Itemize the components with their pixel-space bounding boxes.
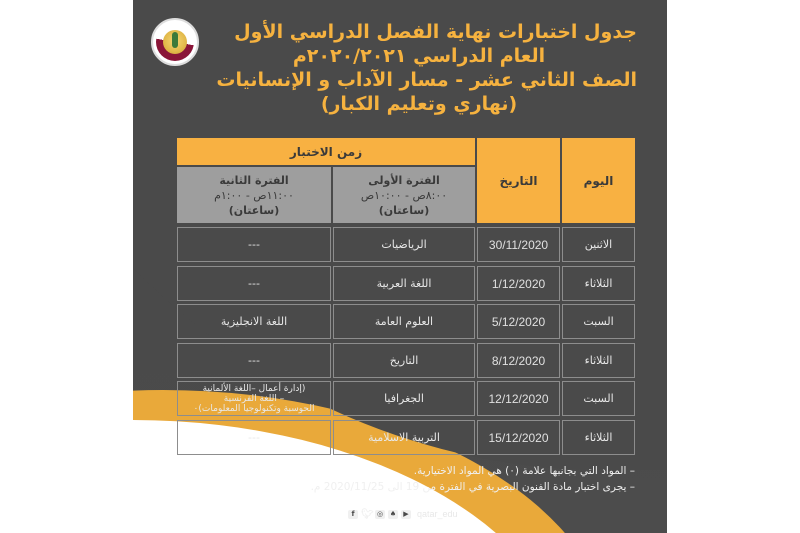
period-2-duration: (ساعتان) [228,203,280,217]
cell-period-1 [333,227,475,262]
title-line-2: العام الدراسي ٢٠٢٠/٢٠٢١م [292,45,546,67]
date-text: 12/12/2020 [488,391,549,406]
date-text: 5/12/2020 [491,314,546,329]
subject-text: اللغة العربية [376,277,432,290]
social-handle[interactable]: qatar_edu [417,509,458,519]
subject-text: الجغرافيا [384,392,424,405]
day-text: السبت [583,315,614,328]
subject-text: الرياضيات [381,238,427,251]
cell-period-1 [333,266,475,301]
period-2-name: الفترة الثانية [219,173,289,187]
subject-text: التاريخ [389,354,419,367]
date-text: 1/12/2020 [491,276,546,291]
cell-date [477,420,560,455]
elective-line: الحوسبة وتكنولوجيا المعلومات)٠ [193,403,315,414]
cell-day [562,343,635,378]
cell-day [562,227,635,262]
header-period-1 [333,167,475,223]
cell-date [477,266,560,301]
period-1-name: الفترة الأولى [368,173,440,187]
header-exam-time [177,138,475,165]
header-day-label: اليوم [583,173,614,188]
cell-period-2 [177,266,331,301]
subject-text: العلوم العامة [374,315,434,328]
cell-day [562,381,635,416]
period-2-time: ١١:٠٠ص - ١:٠٠م [214,188,294,202]
ministry-logo-icon [151,18,199,66]
title-line-4: (نهاري وتعليم الكبار) [320,93,518,115]
day-text: الثلاثاء [584,277,613,290]
header-date-label: التاريخ [499,173,538,188]
subject-text: --- [248,431,260,444]
date-text: 8/12/2020 [491,353,546,368]
youtube-icon[interactable]: ▶ [401,510,411,519]
cell-period-1 [333,343,475,378]
header-day [562,138,635,223]
cell-period-2 [177,304,331,339]
subject-text: --- [248,238,260,251]
page-title [193,20,645,116]
instagram-icon[interactable]: ◎ [376,509,384,518]
twitter-icon[interactable]: 🐦︎ [361,508,374,520]
cell-date [477,381,560,416]
elective-line: – اللغة الفرنسية [223,393,285,404]
cell-period-1 [333,381,475,416]
title-line-3: الصف الثاني عشر - مسار الآداب و الإنسانيات [216,69,637,91]
day-text: الثلاثاء [584,354,613,367]
subject-text: التربية الاسلامية [368,431,440,444]
note-item: – يجرى اختبار مادة الفنون البصرية في الفترة من 19 الى 2020/11/25 م. [215,479,635,495]
cell-date [477,343,560,378]
snapchat-icon[interactable]: ♠ [389,509,397,518]
cell-date [477,304,560,339]
schedule-card [133,0,667,533]
subject-text: --- [248,277,260,290]
day-text: الثلاثاء [584,431,613,444]
cell-day [562,420,635,455]
elective-line: (إدارة أعمال –اللغة الألمانية [202,383,306,394]
period-1-duration: (ساعتان) [378,203,430,217]
cell-date [477,227,560,262]
period-1-time: ٨:٠٠ص - ١٠:٠٠ص [360,188,448,202]
cell-period-1 [333,420,475,455]
cell-day [562,266,635,301]
note-item: – المواد التي بجانبها علامة (٠) هي المواد الاختيارية. [215,463,635,479]
date-text: 30/11/2020 [488,237,549,252]
subject-text: --- [248,354,260,367]
cell-day [562,304,635,339]
day-text: الاثنين [584,238,613,251]
cell-period-2 [177,227,331,262]
header-date [477,138,560,223]
day-text: السبت [583,392,614,405]
cell-period-2 [177,381,331,416]
date-text: 15/12/2020 [488,430,549,445]
header-period-2 [177,167,331,223]
social-bar [348,509,458,519]
cell-period-2 [177,420,331,455]
header-exam-time-label: زمن الاختبار [289,144,363,159]
subject-text: اللغة الانجليزية [220,315,288,328]
cell-period-1 [333,304,475,339]
notes [215,463,635,495]
cell-period-2 [177,343,331,378]
title-line-1: جدول اختبارات نهاية الفصل الدراسي الأول [234,21,637,43]
facebook-icon[interactable]: f [348,510,358,519]
